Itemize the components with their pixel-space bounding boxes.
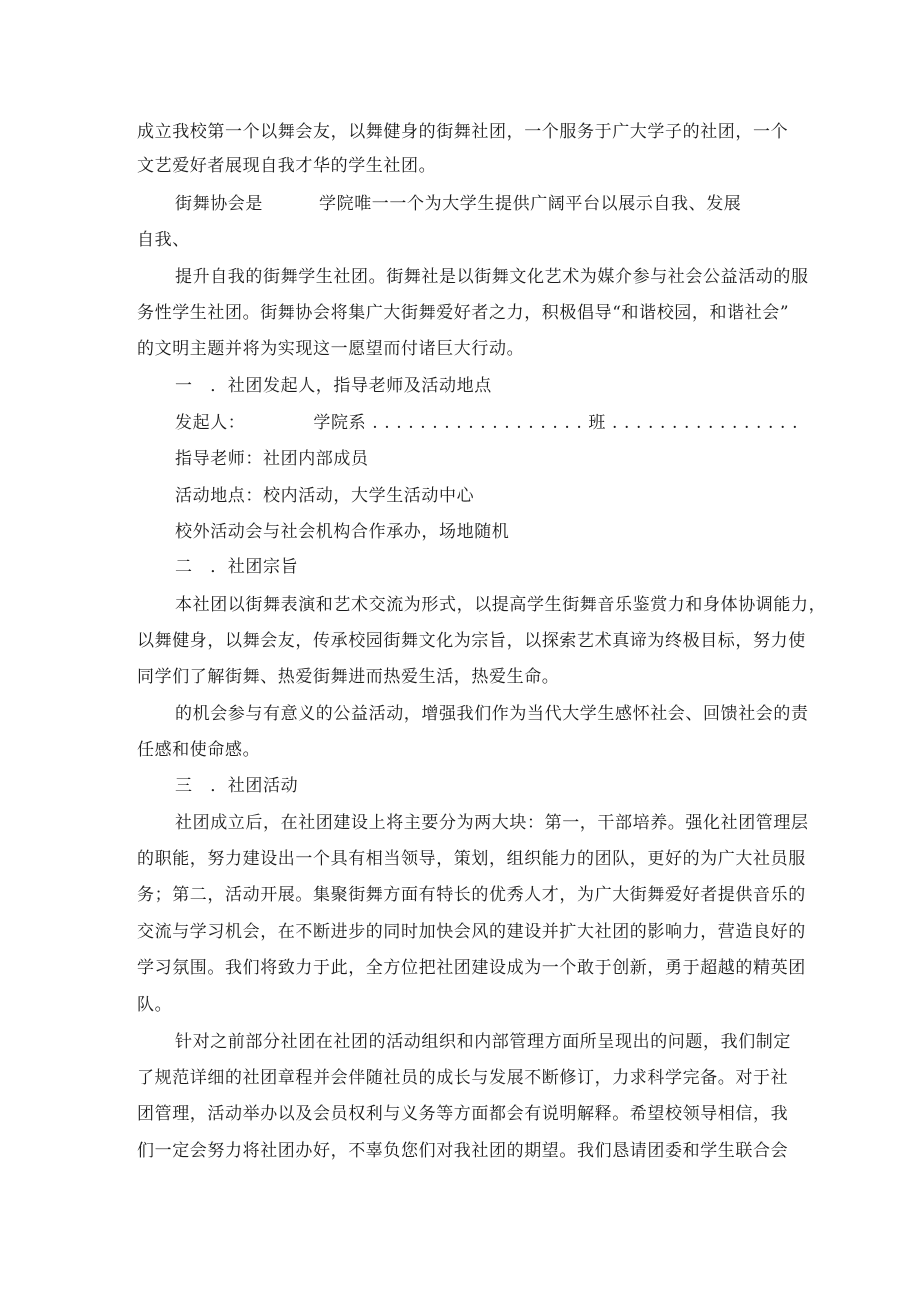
section2-para1-line-1: 本社团以街舞表演和艺术交流为形式，以提高学生街舞音乐鉴赏力和身体协调能力， xyxy=(175,595,827,615)
initiator-value: 学院系 . . . . . . . . . . . . . . . . . . 班 . . . . . . . . . . . . . . . . xyxy=(313,413,799,433)
section2-para2-line-1: 的机会参与有意义的公益活动，增强我们作为当代大学生感怀社会、回馈社会的责 xyxy=(175,704,809,724)
association-line xyxy=(175,193,741,215)
section3-para1-line-2: 的职能，努力建设出一个具有相当领导，策划，组织能力的团队，更好的为广大社员服 xyxy=(137,849,806,869)
section3-para1-line-1: 社团成立后，在社团建设上将主要分为两大块：第一，干部培养。强化社团管理层 xyxy=(175,813,809,833)
section2-para1-line-3: 同学们了解街舞、热爱街舞进而热爱生活，热爱生命。 xyxy=(137,667,560,687)
initiator-line xyxy=(175,412,798,434)
intro-line-2: 文艺爱好者展现自我才华的学生社团。 xyxy=(137,156,437,176)
section3-para2-line-3: 团管理，活动举办以及会员权利与义务等方面都会有说明解释。希望校领导相信，我 xyxy=(137,1104,789,1124)
section3-para1-line-3: 务；第二，活动开展。集聚街舞方面有特长的优秀人才，为广大街舞爱好者提供音乐的 xyxy=(137,885,806,905)
section1-heading: 一 ．社团发起人，指导老师及活动地点 xyxy=(175,376,492,396)
section2-para2-line-2: 任感和使命感。 xyxy=(137,740,261,760)
section3-para2-line-4: 们一定会努力将社团办好，不辜负您们对我社团的期望。我们恳请团委和学生联合会 xyxy=(137,1141,789,1161)
intro-line-1: 成立我校第一个以舞会友，以舞健身的街舞社团，一个服务于广大学子的社团，一个 xyxy=(137,122,789,142)
section3-para2-line-1: 针对之前部分社团在社团的活动组织和内部管理方面所呈现出的问题，我们制定 xyxy=(175,1032,791,1052)
purpose-line-1: 提升自我的街舞学生社团。街舞社是以街舞文化艺术为媒介参与社会公益活动的服 xyxy=(175,267,809,287)
purpose-line-2: 务性学生社团。街舞协会将集广大街舞爱好者之力，积极倡导“和谐校园，和谐社会” xyxy=(137,303,790,323)
section3-para1-line-4: 交流与学习机会，在不断进步的同时加快会风的建设并扩大社团的影响力，营造良好的 xyxy=(137,922,806,942)
section3-heading: 三 ．社团活动 xyxy=(175,776,299,796)
association-continuation: 自我、 xyxy=(137,230,190,250)
venue-outside-line: 校外活动会与社会机构合作承办，场地随机 xyxy=(175,522,510,542)
section3-para1-line-5: 学习氛围。我们将致力于此，全方位把社团建设成为一个敢于创新，勇于超越的精英团 xyxy=(137,958,806,978)
section3-para2-line-2: 了规范详细的社团章程并会伴随社员的成长与发展不断修订，力求科学完备。对于社 xyxy=(137,1068,789,1088)
section2-heading: 二 ．社团宗旨 xyxy=(175,557,299,577)
venue-line: 活动地点：校内活动，大学生活动中心 xyxy=(175,486,475,506)
association-lead: 街舞协会是 xyxy=(175,194,263,214)
section3-para1-line-6: 队。 xyxy=(137,995,173,1015)
purpose-line-3: 的文明主题并将为实现这一愿望而付诸巨大行动。 xyxy=(137,339,525,359)
section2-para1-line-2: 以舞健身，以舞会友，传承校园街舞文化为宗旨，以探索艺术真谛为终极目标，努力使 xyxy=(137,631,806,651)
association-rest: 学院唯一一个为大学生提供广阔平台以展示自我、发展 xyxy=(319,194,742,214)
advisor-line: 指导老师：社团内部成员 xyxy=(175,449,369,469)
initiator-label: 发起人： xyxy=(175,413,246,433)
